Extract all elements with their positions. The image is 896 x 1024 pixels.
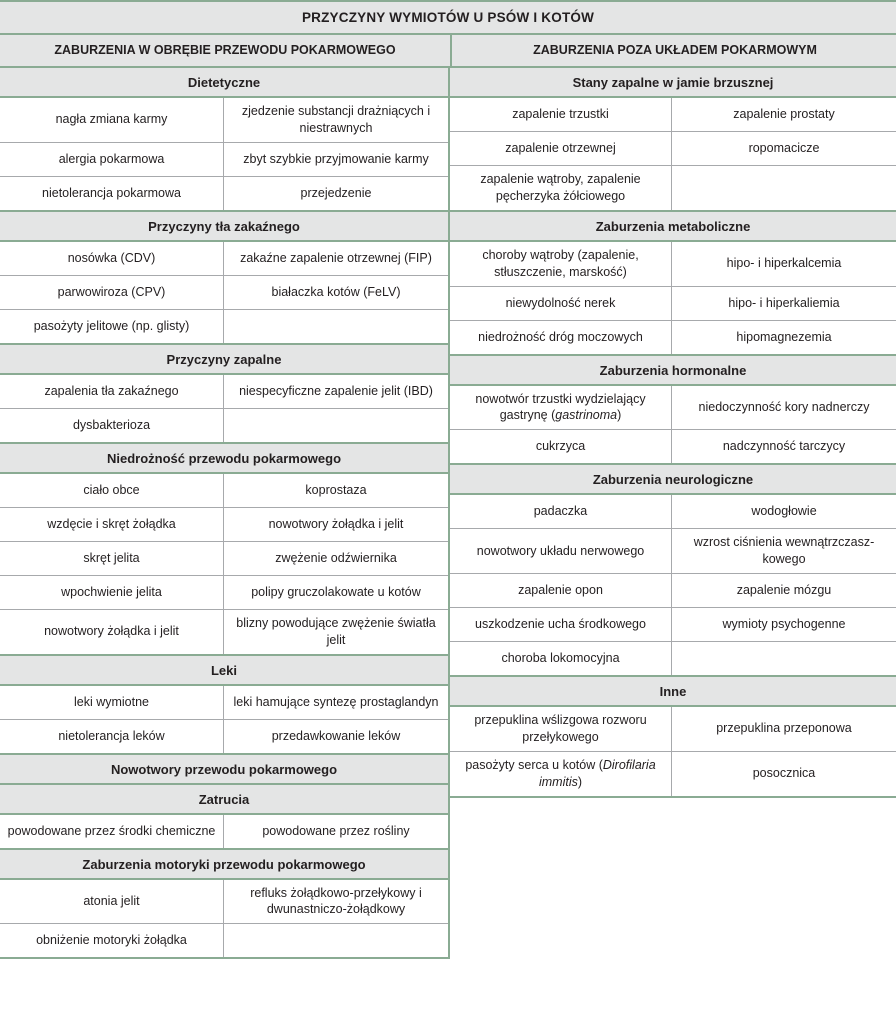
section-heading: Dietetyczne <box>0 68 448 98</box>
cell-text: hipo- i hiperkalcemia <box>726 256 842 271</box>
cell-text: zakaźne zapalenie otrzewnej (FIP) <box>240 250 432 265</box>
cell-text: skręt jelita <box>83 550 140 565</box>
cell-text: białaczka kotów (FeLV) <box>271 284 401 299</box>
section-block <box>450 465 896 677</box>
table-cell <box>672 166 896 210</box>
table-cell <box>224 924 448 957</box>
table-cell <box>224 474 448 507</box>
table-cell <box>672 132 896 165</box>
cell-text: zbyt szybkie przyjmowanie karmy <box>243 151 429 166</box>
table-row <box>450 166 896 212</box>
cell-text: niewydolność nerek <box>505 295 616 310</box>
cell-text: wpochwienie jelita <box>61 584 162 599</box>
table-row <box>450 752 896 798</box>
table-cell <box>0 508 224 541</box>
table-cell <box>224 686 448 719</box>
section-block <box>0 656 448 755</box>
table-row <box>0 815 448 850</box>
cell-text: zwężenie odźwiernika <box>275 550 397 565</box>
table-cell <box>0 815 224 848</box>
table-cell <box>450 386 672 430</box>
table-row <box>450 495 896 529</box>
table-cell <box>0 375 224 408</box>
table-cell <box>224 242 448 275</box>
table-cell <box>0 242 224 275</box>
cell-text: blizny powodujące zwężenie światła jelit <box>236 615 436 647</box>
left-column-pane <box>0 68 450 959</box>
table-cell <box>0 143 224 176</box>
table-row <box>0 177 448 212</box>
section-block <box>0 755 448 785</box>
table-row <box>0 686 448 720</box>
column-header-gastrointestinal: ZABURZENIA W OBRĘBIE PRZEWODU POKARMOWEGO <box>0 35 451 67</box>
cell-text: hipo- i hiperkaliemia <box>728 295 840 310</box>
cell-text: refluks żołądkowo-przełykowy i dwunastniczo-żołądkowy <box>250 885 422 917</box>
table-cell <box>224 576 448 609</box>
column-headers-row <box>0 35 896 68</box>
table-cell <box>450 321 672 354</box>
cell-text: przepuklina przeponowa <box>716 721 852 736</box>
table-row <box>0 242 448 276</box>
cell-text: nosówka (CDV) <box>67 250 156 265</box>
section-block <box>0 785 448 850</box>
empty-filler <box>450 798 896 959</box>
table-cell <box>672 707 896 751</box>
cell-text: choroba lokomocyjna <box>501 651 620 666</box>
table-cell <box>224 310 448 343</box>
table-row <box>450 132 896 166</box>
section-rows <box>0 686 448 755</box>
cell-text: przejedzenie <box>300 185 372 200</box>
table-row <box>0 720 448 755</box>
cell-text: pasożyty serca u kotów (Dirofilaria immitis) <box>465 757 656 789</box>
table-title: PRZYCZYNY WYMIOTÓW U PSÓW I KOTÓW <box>0 0 896 35</box>
section-rows <box>0 242 448 345</box>
table-row <box>450 321 896 356</box>
table-row <box>450 529 896 574</box>
section-heading: Nowotwory przewodu pokarmowego <box>0 755 448 785</box>
cell-text: nowotwory żołądka i jelit <box>268 516 404 531</box>
cell-text: nowotwory układu nerwowego <box>476 543 645 558</box>
table-row <box>0 474 448 508</box>
table-cell <box>672 495 896 528</box>
table-row <box>0 143 448 177</box>
table-cell <box>0 310 224 343</box>
cell-text: ropomacicze <box>748 141 820 156</box>
table-row <box>450 642 896 677</box>
table-cell <box>450 707 672 751</box>
table-row <box>450 608 896 642</box>
table-cell <box>672 608 896 641</box>
section-block <box>450 356 896 466</box>
table-cell <box>0 576 224 609</box>
table-row <box>450 574 896 608</box>
section-rows <box>450 98 896 212</box>
table-cell <box>672 529 896 573</box>
table-cell <box>672 642 896 675</box>
table-cell <box>450 642 672 675</box>
table-cell <box>672 386 896 430</box>
cell-text: nietolerancja leków <box>58 728 165 743</box>
cell-text: zapalenie mózgu <box>736 583 832 598</box>
cell-text: zapalenia tła zakaźnego <box>44 383 179 398</box>
cell-text: padaczka <box>533 504 588 519</box>
cell-text: pasożyty jelitowe (np. glisty) <box>33 318 190 333</box>
section-heading: Zaburzenia hormonalne <box>450 356 896 386</box>
table-cell <box>672 430 896 463</box>
section-block <box>450 212 896 356</box>
section-heading: Niedrożność przewodu pokarmowego <box>0 444 448 474</box>
section-heading: Przyczyny zapalne <box>0 345 448 375</box>
right-column-pane <box>450 68 896 959</box>
cell-text: cukrzyca <box>535 439 586 454</box>
cell-text: nowotwory żołądka i jelit <box>44 624 179 639</box>
cell-text: powodowane przez rośliny <box>262 823 410 838</box>
section-heading: Zaburzenia neurologiczne <box>450 465 896 495</box>
table-body <box>0 68 896 959</box>
section-block <box>450 68 896 212</box>
section-rows <box>0 98 448 212</box>
table-cell <box>224 276 448 309</box>
section-heading: Przyczyny tła zakaźnego <box>0 212 448 242</box>
table-cell <box>450 495 672 528</box>
section-rows <box>450 707 896 798</box>
cell-text: zapalenie wątroby, zapalenie pęcherzyka żółciowego <box>480 172 641 203</box>
section-heading: Inne <box>450 677 896 707</box>
table-row <box>450 386 896 431</box>
table-cell <box>224 98 448 142</box>
table-cell <box>672 574 896 607</box>
section-rows <box>450 386 896 466</box>
cell-text: przepuklina wślizgowa rozworu przełykowego <box>474 713 647 744</box>
table-cell <box>0 924 224 957</box>
table-row <box>450 287 896 321</box>
cell-text: zapalenie trzustki <box>512 107 609 122</box>
section-block <box>450 677 896 798</box>
table-cell <box>450 608 672 641</box>
section-heading: Zaburzenia metaboliczne <box>450 212 896 242</box>
table-row <box>0 98 448 143</box>
cell-text: wzdęcie i skręt żołądka <box>47 516 176 531</box>
table-row <box>450 430 896 465</box>
cell-text: choroby wątroby (zapalenie, stłuszczenie, marskość) <box>482 247 639 279</box>
cell-text: niespecyficzne zapalenie jelit (IBD) <box>239 383 433 398</box>
table-cell <box>224 508 448 541</box>
table-cell <box>224 409 448 442</box>
table-cell <box>0 98 224 142</box>
section-block <box>0 212 448 345</box>
cell-text: leki wymiotne <box>73 694 150 709</box>
table-cell <box>224 815 448 848</box>
section-block <box>0 68 448 212</box>
table-row <box>0 276 448 310</box>
table-cell <box>450 574 672 607</box>
table-row <box>0 576 448 610</box>
cell-text: parwowiroza (CPV) <box>57 284 166 299</box>
table-row <box>450 707 896 752</box>
table-cell <box>450 287 672 320</box>
table-row <box>450 242 896 287</box>
column-header-extragastrointestinal: ZABURZENIA POZA UKŁADEM POKARMOWYM <box>451 35 896 67</box>
cell-text: nowotwór trzustki wydzielający gastrynę (gastrinoma) <box>475 391 646 423</box>
table-cell <box>0 880 224 924</box>
section-heading: Zatrucia <box>0 785 448 815</box>
cell-text: zapalenie opon <box>518 583 603 598</box>
cell-text: niedrożność dróg moczowych <box>478 329 643 344</box>
table-cell <box>0 474 224 507</box>
cell-text: nagła zmiana karmy <box>55 112 168 127</box>
cell-text: powodowane przez środki chemiczne <box>7 823 216 838</box>
cell-text: atonia jelit <box>83 893 140 908</box>
table-cell <box>450 98 672 131</box>
table-cell <box>224 177 448 210</box>
table-cell <box>450 242 672 286</box>
cell-text: posocznica <box>752 766 816 781</box>
table-cell <box>0 177 224 210</box>
table-cell <box>224 542 448 575</box>
table-row <box>0 924 448 959</box>
section-block <box>0 850 448 960</box>
table-row <box>0 880 448 925</box>
cell-text: niedoczynność kory nadnerczy <box>698 399 870 414</box>
table-cell <box>672 98 896 131</box>
section-block <box>0 345 448 444</box>
table-cell <box>224 880 448 924</box>
cell-text: alergia pokarmowa <box>58 151 165 166</box>
table-cell <box>672 321 896 354</box>
table-cell <box>672 752 896 796</box>
table-cell <box>0 542 224 575</box>
table-cell <box>224 143 448 176</box>
table-cell <box>450 132 672 165</box>
cell-text: nietolerancja pokarmowa <box>42 185 181 200</box>
cell-text: polipy gruczolakowate u kotów <box>251 584 421 599</box>
section-rows <box>0 474 448 656</box>
table-cell <box>672 287 896 320</box>
cell-text: leki hamujące syntezę prostaglandyn <box>233 694 439 709</box>
table-cell <box>224 720 448 753</box>
table-row <box>0 409 448 444</box>
table-cell <box>0 276 224 309</box>
table-row <box>0 508 448 542</box>
cell-text: przedawkowanie leków <box>271 728 401 743</box>
table-cell <box>224 375 448 408</box>
section-heading: Leki <box>0 656 448 686</box>
table-cell <box>450 529 672 573</box>
table-cell <box>224 610 448 654</box>
cell-text: zjedzenie substancji drażniących i niestrawnych <box>241 104 431 135</box>
section-block <box>0 444 448 656</box>
cell-text: wodogłowie <box>751 504 817 519</box>
section-rows <box>0 815 448 850</box>
table-row <box>0 310 448 345</box>
cell-text: koprostaza <box>305 482 367 497</box>
section-heading: Stany zapalne w jamie brzusznej <box>450 68 896 98</box>
cell-text: wymioty psychogenne <box>722 617 846 632</box>
table-cell <box>0 610 224 654</box>
table-cell <box>450 752 672 796</box>
cell-text: nadczynność tarczycy <box>722 439 846 454</box>
table-row <box>0 610 448 656</box>
table-cell <box>0 686 224 719</box>
table-cell <box>450 166 672 210</box>
table-row <box>0 542 448 576</box>
table-cell <box>672 242 896 286</box>
section-rows <box>450 495 896 677</box>
table-row <box>0 375 448 409</box>
cell-text: obniżenie motoryki żołądka <box>36 933 187 948</box>
section-heading: Zaburzenia motoryki przewodu pokarmowego <box>0 850 448 880</box>
cell-text: ciało obce <box>83 482 140 497</box>
section-rows <box>0 375 448 444</box>
cell-text: zapalenie otrzewnej <box>505 141 616 156</box>
table-cell <box>0 720 224 753</box>
section-rows <box>0 880 448 960</box>
cell-text: wzrost ciśnienia wewnątrzczasz-kowego <box>693 535 875 567</box>
section-rows <box>450 242 896 356</box>
table-cell <box>450 430 672 463</box>
cell-text: dysbakterioza <box>72 417 151 432</box>
cell-text: hipomagnezemia <box>736 329 832 344</box>
table-row <box>450 98 896 132</box>
cell-text: uszkodzenie ucha środkowego <box>475 617 646 632</box>
table-cell <box>0 409 224 442</box>
cell-text: zapalenie prostaty <box>733 107 835 122</box>
